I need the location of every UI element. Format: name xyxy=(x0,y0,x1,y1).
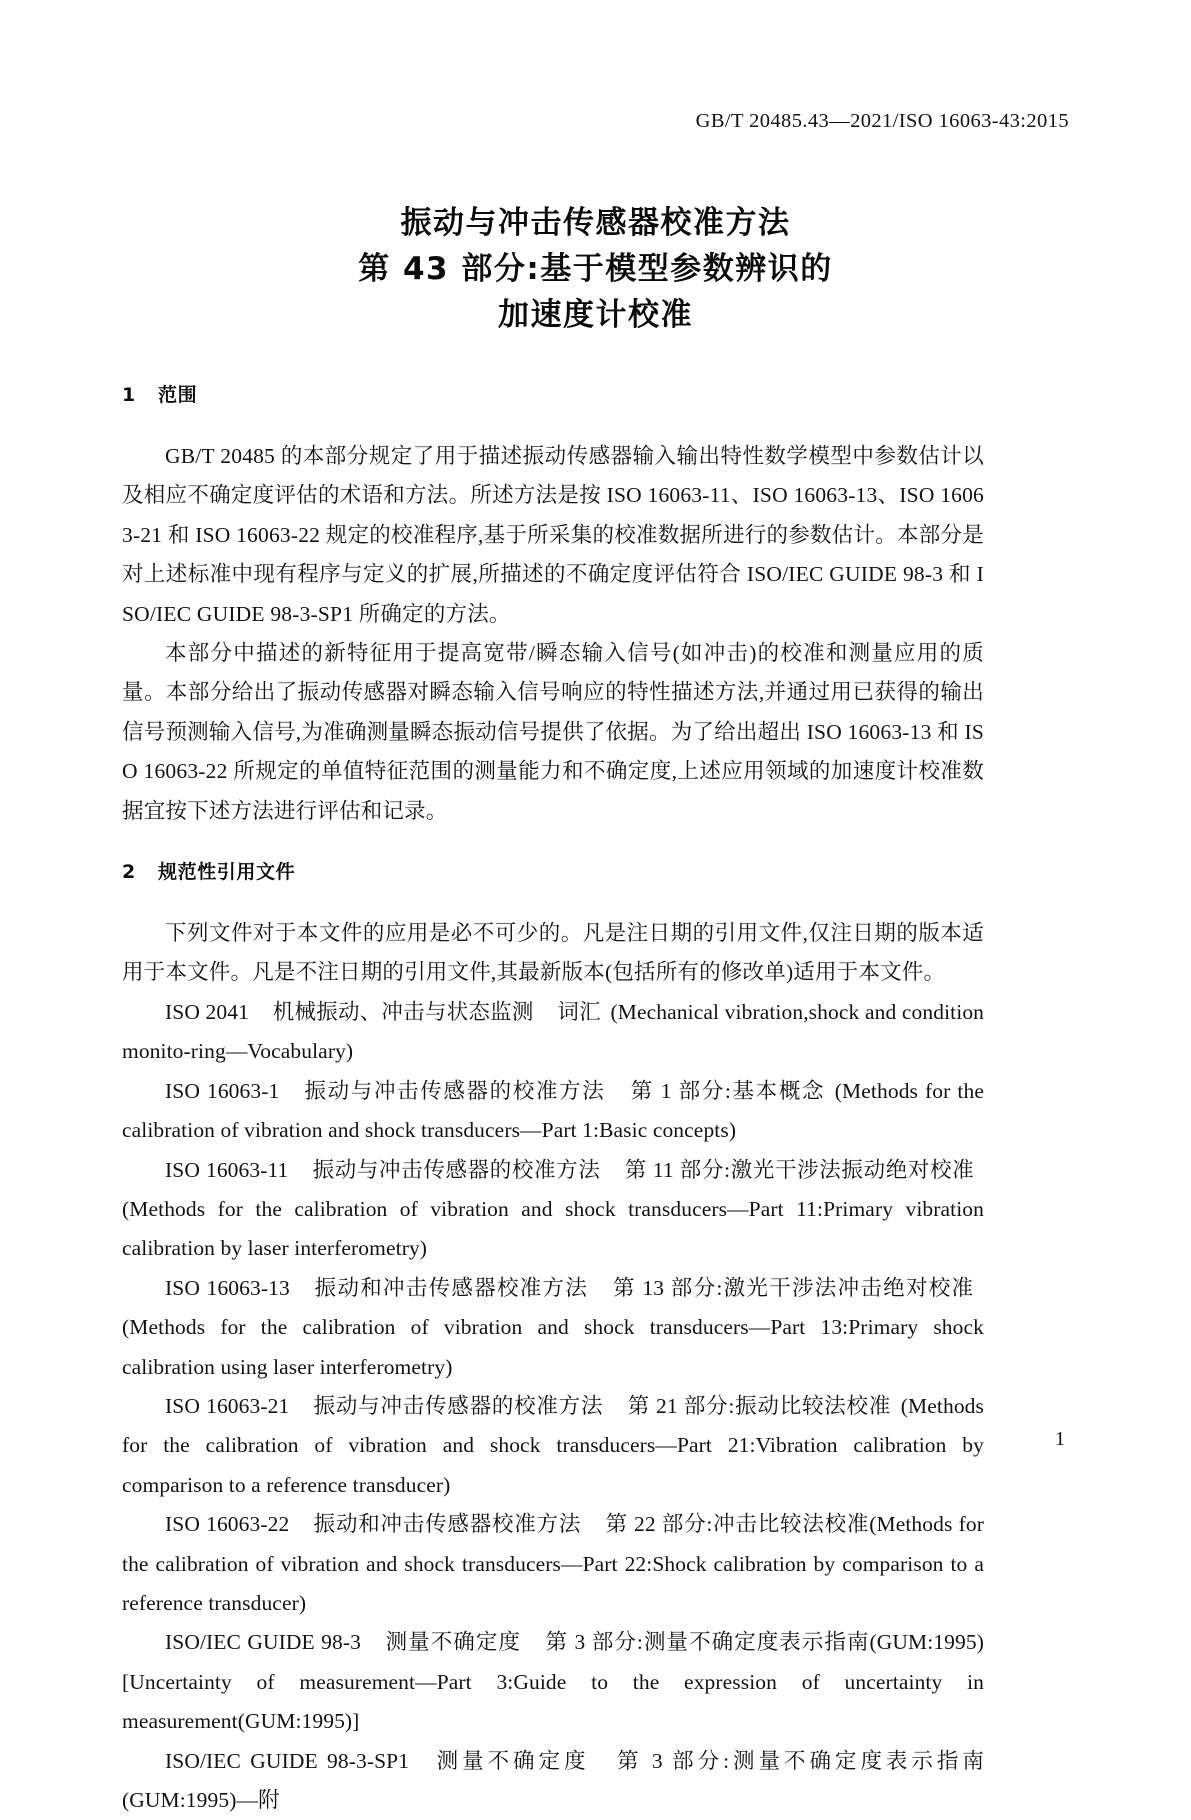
clause-title-2: 规范性引用文件 xyxy=(158,861,296,884)
page-number: 1 xyxy=(1055,1428,1065,1450)
clause-1-paragraph-1: GB/T 20485 的本部分规定了用于描述振动传感器输入输出特性数学模型中参数估计以及相应不确定度评估的术语和方法。所述方法是按 ISO 16063-11、ISO 16063-13、ISO 16063-21 和 ISO 16063-22 规定的校准程序,基于所采集的校准数据所进行的参数估计。本部分是对上述标准中现有程序与定义的扩展,所描述的不确定度评估符合 ISO/IEC GUIDE 98-3 和 ISO/IEC GUIDE 98-3-SP1 所确定的方法。 xyxy=(122,444,984,626)
reference-title-cn: 振动和冲击传感器校准方法 xyxy=(312,1512,582,1537)
reference-part-cn: 第 3 部分:测量不确定度表示指南(GUM:1995) xyxy=(544,1630,984,1655)
reference-part-cn: 第 11 部分:激光干涉法振动绝对校准 xyxy=(624,1157,975,1182)
reference-part-cn: 第 13 部分:激光干涉法冲击绝对校准 xyxy=(611,1275,975,1300)
reference-id: ISO 16063-13 xyxy=(165,1275,290,1300)
title-line-1: 振动与冲击传感器校准方法 xyxy=(400,205,791,241)
reference-title-cn: 振动与冲击传感器的校准方法 xyxy=(302,1078,606,1103)
reference-title-en: (Mechanical vibration,shock and condition monito-ring—Vocabulary) xyxy=(122,999,985,1064)
clause-heading-1 xyxy=(122,380,984,407)
reference-id: ISO 16063-11 xyxy=(165,1157,289,1182)
reference-title-en: (Methods for the calibration of vibration and shock transducers—Part 1:Basic concepts) xyxy=(122,1078,984,1143)
reference-title-en: (Methods for the calibration of vibration and shock transducers—Part 11:Primary vibration calibration by laser interferometry) xyxy=(122,1196,984,1261)
clause-2-paragraph-1: 下列文件对于本文件的应用是必不可少的。凡是注日期的引用文件,仅注日期的版本适用于本文件。凡是不注日期的引用文件,其最新版本(包括所有的修改单)适用于本文件。 xyxy=(122,921,984,985)
reference-title-en: [Uncertainty of measurement—Part 3:Guide to the expression of uncertainty in measurement(GUM:1995)] xyxy=(122,1669,984,1734)
reference-id: ISO/IEC GUIDE 98-3 xyxy=(165,1630,361,1655)
reference-title-en: (Methods for the calibration of vibration and shock transducers—Part 13:Primary shock calibration using laser interferometry) xyxy=(122,1315,984,1379)
reference-part-cn: 第 22 部分:冲击比较法校准 xyxy=(604,1512,870,1537)
reference-part-cn: 第 21 部分:振动比较法校准 xyxy=(626,1393,892,1418)
reference-title-cn: 测量不确定度 xyxy=(432,1748,590,1773)
reference-id: ISO 16063-1 xyxy=(165,1078,280,1103)
reference-entry xyxy=(122,1072,984,1151)
reference-title-cn: 振动与冲击传感器的校准方法 xyxy=(312,1393,604,1418)
title-line-2: 第 43 部分:基于模型参数辨识的 xyxy=(358,251,833,287)
reference-entry xyxy=(122,1742,984,1820)
reference-part-cn: 第 1 部分:基本概念 xyxy=(629,1078,826,1103)
reference-title-cn: 振动与冲击传感器的校准方法 xyxy=(312,1157,601,1182)
reference-entry xyxy=(122,1269,984,1387)
clause-1-paragraph-2: 本部分中描述的新特征用于提高宽带/瞬态输入信号(如冲击)的校准和测量应用的质量。本部分给出了振动传感器对瞬态输入信号响应的特性描述方法,并通过用已获得的输出信号预测输入信号,为准确测量瞬态振动信号提供了依据。为了给出超出 ISO 16063-13 和 ISO 16063-22 所规定的单值特征范围的测量能力和不确定度,上述应用领域的加速度计校准数据宜按下述方法进行评估和记录。 xyxy=(122,641,984,823)
running-header xyxy=(696,110,1069,133)
reference-id: ISO 16063-21 xyxy=(165,1393,290,1418)
clause-title-1: 范围 xyxy=(158,384,198,406)
document-title xyxy=(0,200,1191,338)
reference-title-cn: 振动和冲击传感器校准方法 xyxy=(313,1275,589,1300)
reference-entry xyxy=(122,1151,984,1269)
reference-title-en: (Methods for the calibration of vibration and shock transducers—Part 21:Vibration calibration by comparison to a reference transducer) xyxy=(122,1393,984,1497)
reference-entry xyxy=(122,993,984,1072)
document-body xyxy=(122,380,984,1820)
reference-id: ISO 16063-22 xyxy=(165,1512,290,1537)
reference-title-en: (Methods for the calibration of vibration and shock transducers—Part 22:Shock calibration by comparison to a reference transducer) xyxy=(122,1512,984,1615)
reference-title-cn: 机械振动、冲击与状态监测 xyxy=(272,999,534,1024)
reference-part-cn: 词汇 xyxy=(557,999,601,1024)
reference-entry xyxy=(122,1505,984,1623)
reference-entry xyxy=(122,1623,984,1741)
clause-number-2: 2 xyxy=(122,861,136,884)
title-line-3: 加速度计校准 xyxy=(498,297,693,333)
clause-heading-2 xyxy=(122,857,984,884)
header-standard-number: GB/T 20485.43—2021/ISO 16063-43:2015 xyxy=(695,110,1069,132)
reference-part-cn: 第 3 部分:测量不确定度表示指南(GUM:1995)—附 xyxy=(122,1748,984,1812)
reference-id: ISO 2041 xyxy=(165,999,249,1024)
reference-entry xyxy=(122,1387,984,1505)
reference-title-cn: 测量不确定度 xyxy=(384,1630,521,1655)
reference-id: ISO/IEC GUIDE 98-3-SP1 xyxy=(165,1748,410,1773)
clause-number-1: 1 xyxy=(122,384,136,406)
